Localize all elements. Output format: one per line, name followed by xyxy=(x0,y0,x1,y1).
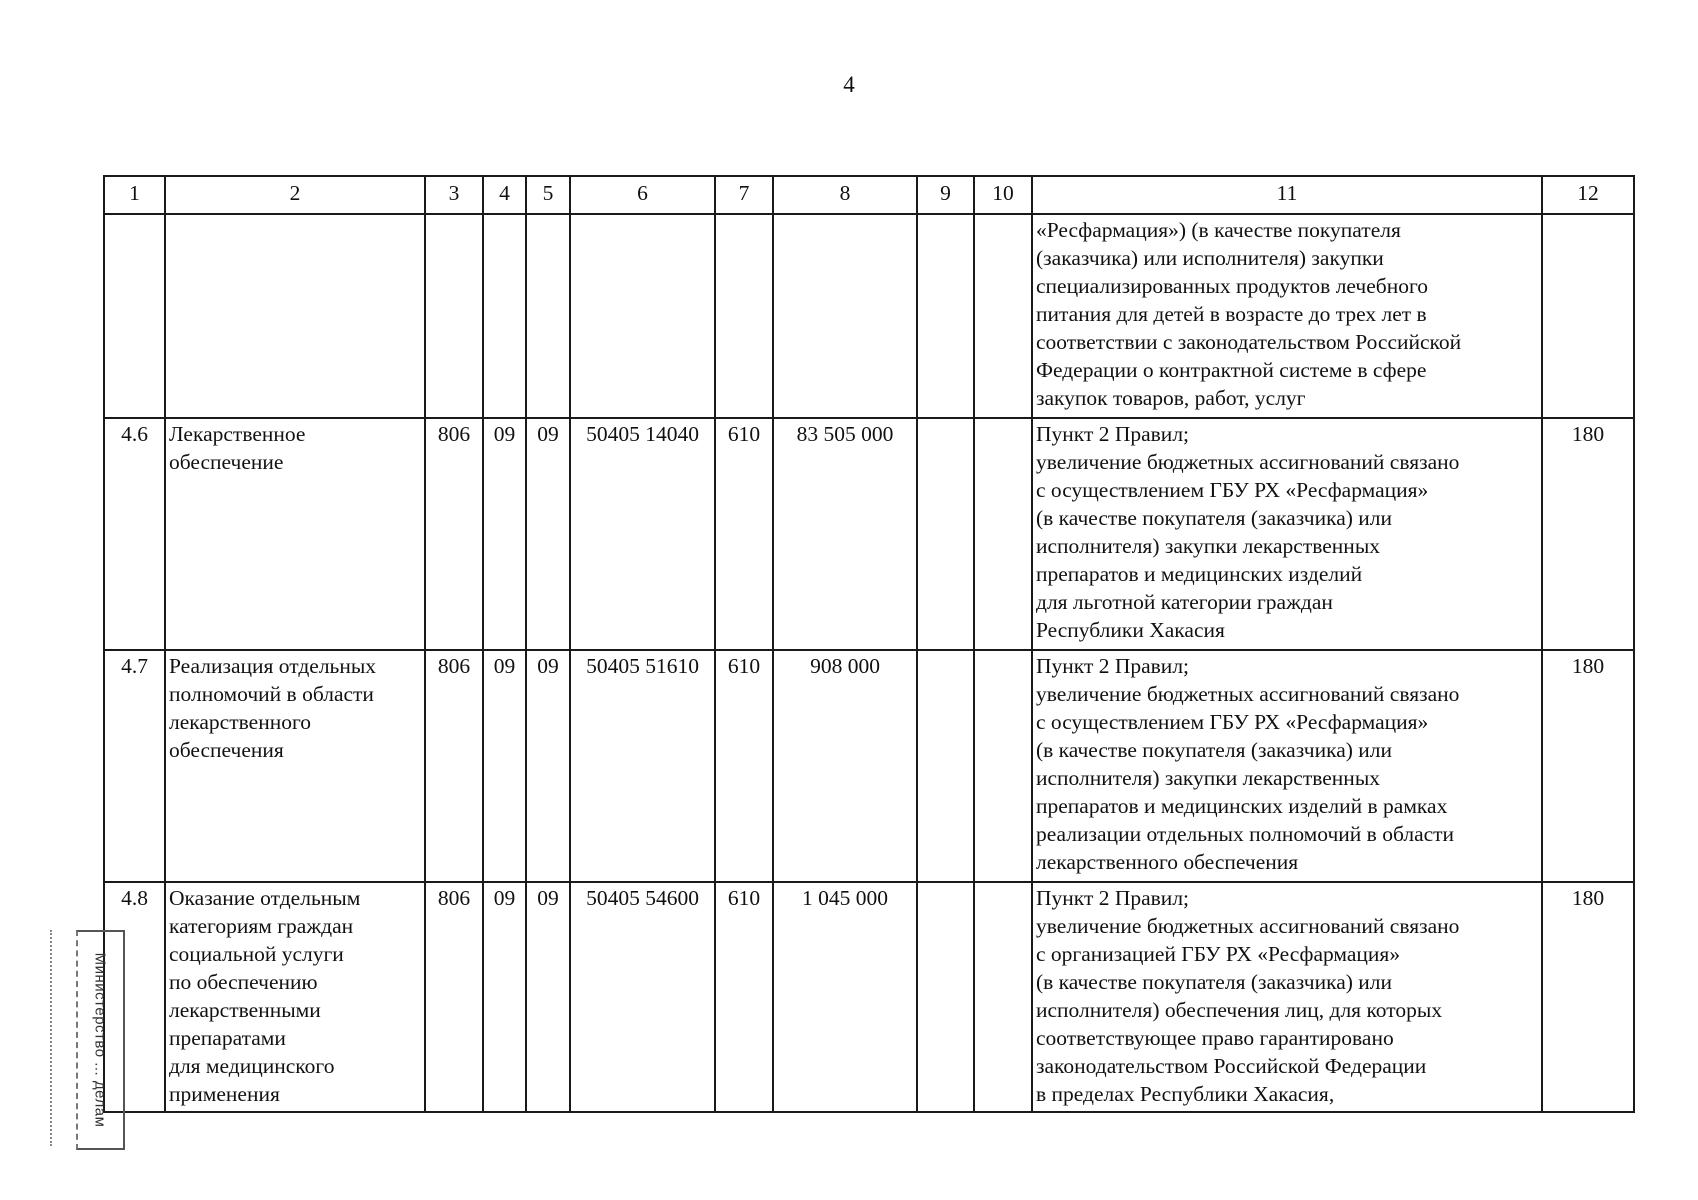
header-cell: 11 xyxy=(1032,176,1542,214)
header-cell: 8 xyxy=(773,176,917,214)
table-row xyxy=(104,882,1634,1112)
amount-cell: 908 000 xyxy=(773,650,917,882)
header-cell: 2 xyxy=(165,176,425,214)
header-cell: 10 xyxy=(974,176,1032,214)
code-cell: 610 xyxy=(715,650,773,882)
row-name-cell: Оказание отдельным категориям граждан социальной услуги по обеспечению лекарственными препаратами для медицинского применения xyxy=(165,882,425,1112)
page-number: 4 xyxy=(843,72,855,97)
code-cell: 09 xyxy=(483,418,526,650)
header-cell: 7 xyxy=(715,176,773,214)
justification-cell: «Ресфармация») (в качестве покупателя (заказчика) или исполнителя) закупки специализированных продуктов лечебного питания для детей в возрасте до трех лет в соответствии с законодательством Российской Федерации о контрактной системе в сфере закупок товаров, работ, услуг xyxy=(1032,214,1542,418)
amount-cell: 83 505 000 xyxy=(773,418,917,650)
empty-cell xyxy=(917,650,974,882)
code-cell: 09 xyxy=(526,882,570,1112)
empty-cell xyxy=(917,882,974,1112)
code-cell: 806 xyxy=(425,418,483,650)
row-number: 4.6 xyxy=(104,418,165,650)
term-cell: 180 xyxy=(1542,650,1634,882)
empty-cell xyxy=(917,418,974,650)
amount-cell: 1 045 000 xyxy=(773,882,917,1112)
row-number: 4.7 xyxy=(104,650,165,882)
header-cell: 6 xyxy=(570,176,715,214)
justification-cell: Пункт 2 Правил; увеличение бюджетных ассигнований связано с осуществлением ГБУ РХ «Ресфармация» (в качестве покупателя (заказчика) или исполнителя) закупки лекарственных препаратов и медицинских изделий в рамках реализации отдельных полномочий в области лекарственного обеспечения xyxy=(1032,650,1542,882)
code-cell: 09 xyxy=(526,418,570,650)
header-cell: 4 xyxy=(483,176,526,214)
header-cell: 5 xyxy=(526,176,570,214)
table-row xyxy=(104,650,1634,882)
header-cell: 3 xyxy=(425,176,483,214)
stamp-text: Министерство ... делам xyxy=(91,952,109,1128)
row-name-cell: Реализация отдельных полномочий в области лекарственного обеспечения xyxy=(165,650,425,882)
code-cell: 806 xyxy=(425,882,483,1112)
empty-cell xyxy=(974,650,1032,882)
term-cell: 180 xyxy=(1542,882,1634,1112)
header-cell: 12 xyxy=(1542,176,1634,214)
code-cell: 50405 14040 xyxy=(570,418,715,650)
code-cell: 806 xyxy=(425,650,483,882)
row-name-cell: Лекарственное обеспечение xyxy=(165,418,425,650)
empty-cell xyxy=(974,882,1032,1112)
budget-table xyxy=(103,175,1635,1113)
header-cell: 9 xyxy=(917,176,974,214)
code-cell: 610 xyxy=(715,882,773,1112)
registration-stamp xyxy=(76,930,125,1150)
empty-cell xyxy=(974,418,1032,650)
table-row xyxy=(104,418,1634,650)
margin-dotted-line xyxy=(50,930,60,1146)
code-cell: 50405 54600 xyxy=(570,882,715,1112)
header-cell: 1 xyxy=(104,176,165,214)
justification-cell: Пункт 2 Правил; увеличение бюджетных ассигнований связано с осуществлением ГБУ РХ «Ресфармация» (в качестве покупателя (заказчика) или исполнителя) закупки лекарственных препаратов и медицинских изделий для льготной категории граждан Республики Хакасия xyxy=(1032,418,1542,650)
code-cell: 09 xyxy=(483,882,526,1112)
header-row xyxy=(104,176,1634,214)
code-cell: 610 xyxy=(715,418,773,650)
table-row-continuation xyxy=(104,214,1634,418)
term-cell: 180 xyxy=(1542,418,1634,650)
code-cell: 50405 51610 xyxy=(570,650,715,882)
justification-cell: Пункт 2 Правил; увеличение бюджетных ассигнований связано с организацией ГБУ РХ «Ресфармация» (в качестве покупателя (заказчика) или исполнителя) обеспечения лиц, для которых соответствующее право гарантировано законодательством Российской Федерации в пределах Республики Хакасия, xyxy=(1032,882,1542,1112)
code-cell: 09 xyxy=(483,650,526,882)
row-number: 4.8 xyxy=(104,882,165,1112)
code-cell: 09 xyxy=(526,650,570,882)
